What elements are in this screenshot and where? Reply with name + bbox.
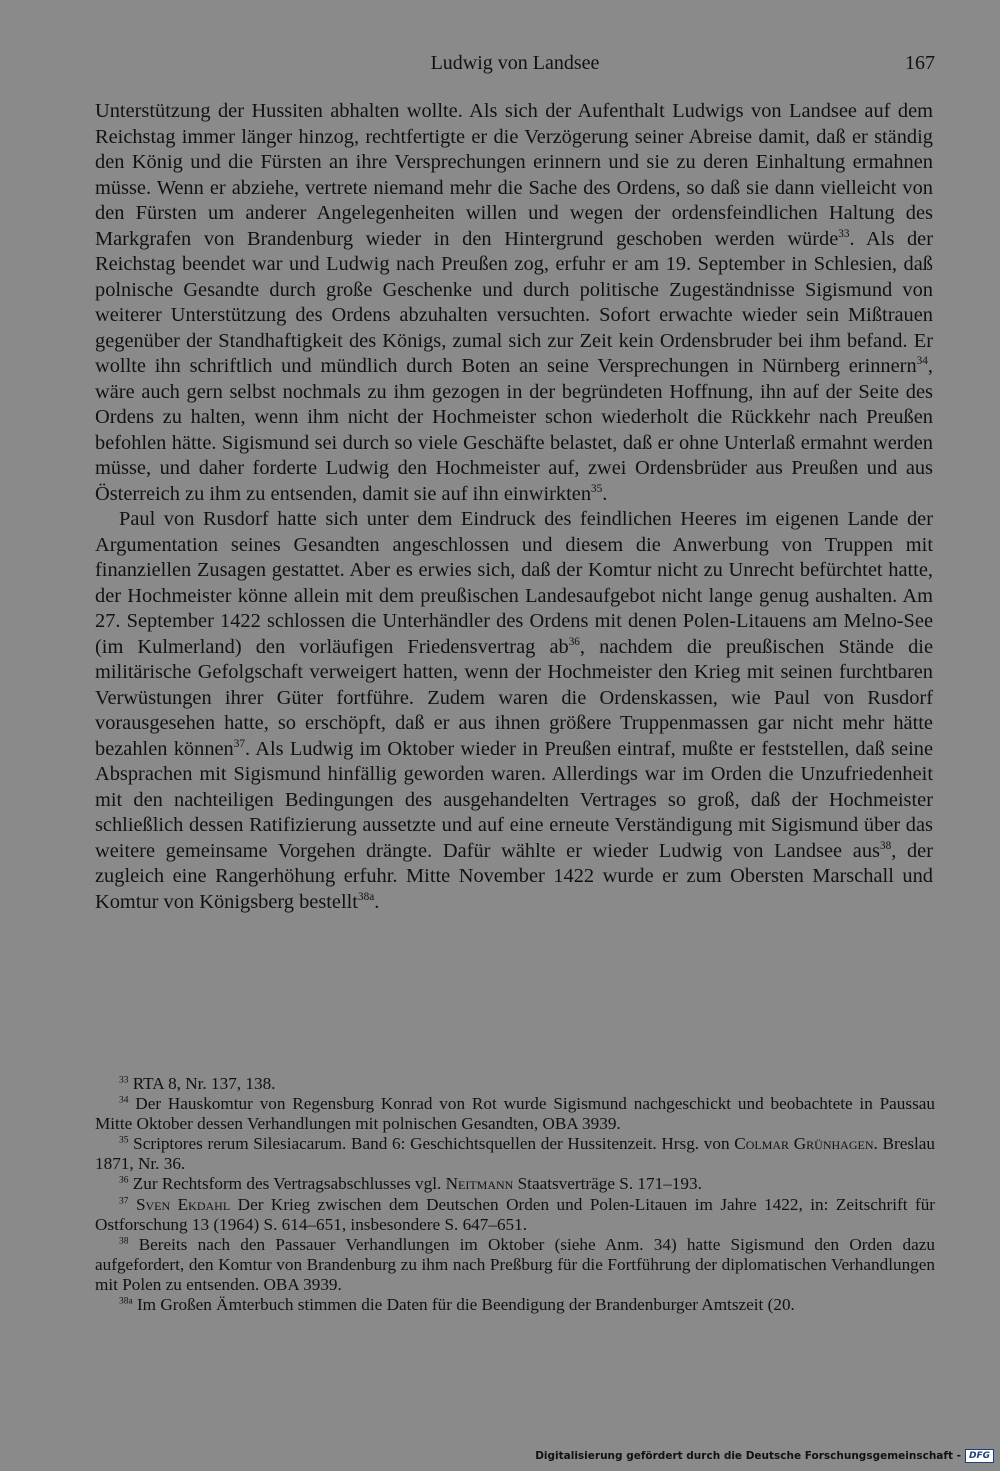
digitization-note: Digitalisierung gefördert durch die Deutsche Forschungsgemeinschaft - xyxy=(535,1450,961,1462)
footnote-35 xyxy=(95,1134,935,1174)
text-run: . xyxy=(374,890,380,913)
footnote-34 xyxy=(95,1094,935,1134)
text-run: , der zugleich eine Rangerhöhung erfuhr. Mitte November 1422 wurde er zum Obersten Marschall und Komtur von Königsberg bestellt xyxy=(95,839,933,913)
footnote-ref-33[interactable]: 33 xyxy=(838,227,850,240)
footnote-text: RTA 8, Nr. 137, 138. xyxy=(132,1074,276,1093)
author-name: Neitmann xyxy=(445,1174,514,1194)
footnote-text: . Breslau 1871, Nr. 36. xyxy=(95,1134,936,1174)
footnote-text: Scriptores rerum Silesiacarum. Band 6: Geschichtsquellen der Hussitenzeit. Hrsg. von xyxy=(133,1134,735,1154)
footnote-number: 33 xyxy=(119,1075,129,1086)
footnote-text: Bereits nach den Passauer Verhandlungen im Oktober (siehe Anm. 34) hatte Sigismund den Orden dazu aufgefordert, den Komtur von Brandenburg zu ihm nach Preßburg für die Fortführung der diplomatischen Verhandlungen mit Polen zu entsenden. OBA 3939. xyxy=(95,1234,935,1294)
footnote-number: 38a xyxy=(119,1296,133,1307)
author-name: Colmar Grünhagen xyxy=(734,1134,874,1154)
text-run: . xyxy=(602,482,608,505)
footnote-number: 34 xyxy=(119,1095,129,1106)
text-run: , nachdem die preußischen Stände die militärische Gefolgschaft verweigert hatten, wenn der Hochmeister den Krieg mit seinen furchtbaren Verwüstungen ihrer Güter fortführe. Zudem waren die Ordenskassen, wie Paul von Rusdorf vorausgesehen hatte, so erschöpft, daß er aus ihnen größere Truppenmassen gar nicht mehr hätte bezahlen können xyxy=(95,635,933,760)
body-text xyxy=(95,99,933,915)
text-run: Paul von Rusdorf hatte sich unter dem Eindruck des feindlichen Heeres im eigenen Lande der Argumentation seines Gesandten angeschlossen und diesem die Anwerbung von Truppen mit finanziellen Zusagen gestattet. Aber es erwies sich, daß der Komtur nicht zu Unrecht befürchtet hatte, der Hochmeister könne allein mit dem preußischen Landesaufgebot nicht lange genug aushalten. Am 27. September 1422 schlossen die Unterhändler des Ordens mit denen Polen-Litauens am Melno-See (im Kulmerland) den vorläufigen Friedensvertrag ab xyxy=(95,508,933,658)
footnote-ref-34[interactable]: 34 xyxy=(916,355,928,368)
footnote-ref-36[interactable]: 36 xyxy=(568,635,580,648)
footnote-text: Staatsverträge S. 171–193. xyxy=(513,1174,702,1194)
footnote-36 xyxy=(95,1174,935,1194)
header-title: Ludwig von Landsee xyxy=(430,52,600,74)
footnote-number: 38 xyxy=(119,1236,129,1247)
footnotes xyxy=(95,1074,935,1315)
dfg-logo[interactable]: DFG xyxy=(965,1449,994,1463)
running-header xyxy=(95,50,935,80)
footnote-ref-35[interactable]: 35 xyxy=(591,482,603,495)
footnote-38a xyxy=(95,1295,935,1315)
paragraph-2 xyxy=(95,507,933,915)
footnote-38 xyxy=(95,1235,935,1295)
page-number: 167 xyxy=(905,52,935,74)
footnote-ref-38[interactable]: 38 xyxy=(879,839,892,852)
footnote-37 xyxy=(95,1195,935,1235)
paragraph-1 xyxy=(95,99,933,507)
text-run: , wäre auch gern selbst nochmals zu ihm gezogen in der begründeten Hoffnung, ihn auf der Seite des Ordens zu halten, wenn ihm nicht der Hochmeister schon wiederholt die Rückkehr nach Preußen befohlen hätte. Sigismund sei durch so viele Geschäfte belastet, daß er ohne Unterlaß ermahnt werden müsse, und daher forderte Ludwig den Hochmeister auf, zwei Ordensbrüder aus Preußen und aus Österreich zu ihm zu entsenden, damit sie auf ihn einwirkten xyxy=(95,355,933,505)
footnote-number: 37 xyxy=(119,1195,129,1206)
footnote-text: Der Hauskomtur von Regensburg Konrad von Rot wurde Sigismund nachgeschickt und beobachtete in Paussau Mitte Oktober dessen Verhandlungen mit polnischen Gesandten, OBA 3939. xyxy=(95,1094,936,1134)
footnote-text: Der Krieg zwischen dem Deutschen Orden und Polen-Litauen im Jahre 1422, in: Zeitschrift für Ostforschung 13 (1964) S. 614–651, insbesondere S. 647–651. xyxy=(95,1194,936,1234)
footnote-number: 35 xyxy=(119,1135,129,1146)
footnote-ref-38a[interactable]: 38a xyxy=(357,890,375,903)
text-run: Unterstützung der Hussiten abhalten wollte. Als sich der Aufenthalt Ludwigs von Landsee auf dem Reichstag immer länger hinzog, rechtfertigte er die Verzögerung seiner Abreise damit, daß er ständig den König und die Fürsten an ihre Versprechungen erinnern und sie zu deren Einhaltung ermahnen müsse. Wenn er abziehe, vertrete niemand mehr die Sache des Ordens, so daß sie dann vielleicht von den Fürsten um anderer Angelegenheiten willen und wegen der ordensfeindlichen Haltung des Markgrafen von Brandenburg wieder in den Hintergrund geschoben werden würde xyxy=(95,100,933,250)
text-run: . Als der Reichstag beendet war und Ludwig nach Preußen zog, erfuhr er am 19. September in Schlesien, daß polnische Gesandte durch große Geschenke und durch politische Zugeständnisse Sigismund von weiterer Unterstützung des Ordens abzuhalten versuchten. Sofort erwachte wieder sein Mißtrauen gegenüber der Standhaftigkeit des Königs, zumal sich zur Zeit kein Ordensbruder bei ihm befand. Er wollte ihn schriftlich und mündlich durch Boten an seine Versprechungen in Nürnberg erinnern xyxy=(95,227,934,377)
author-name: Sven Ekdahl xyxy=(135,1194,231,1214)
footnote-text: Zur Rechtsform des Vertragsabschlusses vgl. xyxy=(132,1174,446,1194)
footnote-text: Im Großen Ämterbuch stimmen die Daten für die Beendigung der Brandenburger Amtszeit (20. xyxy=(136,1295,795,1315)
footnote-number: 36 xyxy=(119,1175,129,1186)
digitization-credit xyxy=(535,1449,994,1463)
footnote-33 xyxy=(95,1074,935,1094)
text-run: . Als Ludwig im Oktober wieder in Preußen eintraf, mußte er feststellen, daß seine Absprachen mit Sigismund hinfällig geworden waren. Allerdings war im Orden die Unzufriedenheit mit den nachteiligen Bedingungen des ausgehandelten Vertrages so groß, daß der Hochmeister schließlich dessen Ratifizierung aussetzte und auf eine erneute Verständigung mit Sigismund über das weitere gemeinsame Vorgehen drängte. Dafür wählte er wieder Ludwig von Landsee aus xyxy=(95,737,934,862)
footnote-ref-37[interactable]: 37 xyxy=(233,737,245,750)
